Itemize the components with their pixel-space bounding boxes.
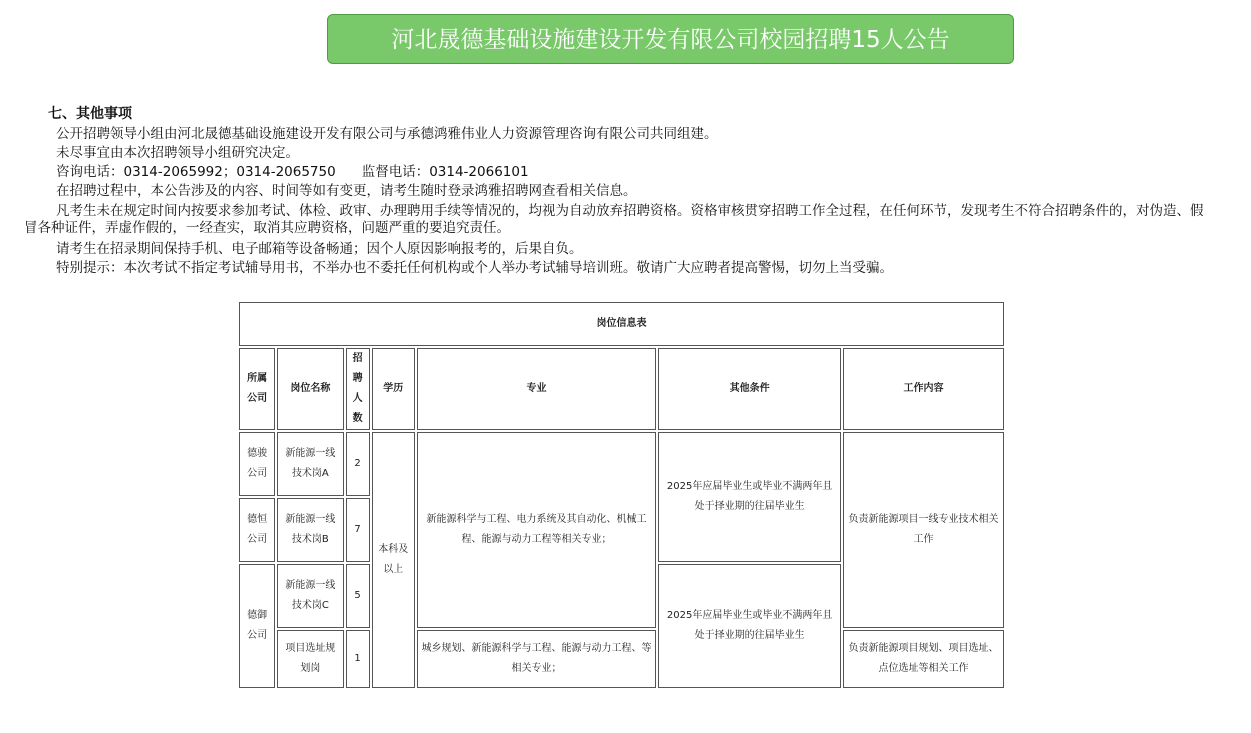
cell-position-b: 新能源一线技术岗B	[277, 498, 343, 562]
table-title: 岗位信息表	[239, 302, 1004, 346]
header-duties: 工作内容	[843, 348, 1004, 430]
section-title: 七、其他事项	[48, 106, 132, 122]
cell-conditions-group1: 2025年应届毕业生或毕业不满两年且处于择业期的往届毕业生	[658, 432, 841, 562]
header-conditions: 其他条件	[658, 348, 841, 430]
cell-conditions-group2: 2025年应届毕业生或毕业不满两年且处于择业期的往届毕业生	[658, 564, 841, 688]
header-count: 招聘人数	[346, 348, 370, 430]
cell-position-planning: 项目选址规划岗	[277, 630, 343, 688]
cell-company-deyu: 德御公司	[239, 564, 275, 688]
cell-company-deheng: 德恒公司	[239, 498, 275, 562]
paragraph-special-notice: 特别提示：本次考试不指定考试辅导用书，不举办也不委托任何机构或个人举办考试辅导培训班。敬请广大应聘者提高警惕，切勿上当受骗。	[56, 260, 893, 276]
supervise-phone: 监督电话：0314-2066101	[361, 164, 529, 180]
consult-phone: 咨询电话：0314-2065992；0314-2065750	[56, 164, 336, 180]
header-company: 所属公司	[239, 348, 275, 430]
cell-education: 本科及以上	[372, 432, 415, 688]
header-position: 岗位名称	[277, 348, 343, 430]
cell-count-b: 7	[346, 498, 370, 562]
header-major: 专业	[417, 348, 656, 430]
cell-count-c: 5	[346, 564, 370, 628]
cell-duties-tech: 负责新能源项目一线专业技术相关工作	[843, 432, 1004, 628]
cell-count-planning: 1	[346, 630, 370, 688]
position-info-table	[237, 300, 1006, 690]
paragraph-undecided: 未尽事宜由本次招聘领导小组研究决定。	[56, 145, 299, 161]
cell-duties-planning: 负责新能源项目规划、项目选址、点位选址等相关工作	[843, 630, 1004, 688]
paragraph-contact-devices: 请考生在招录期间保持手机、电子邮箱等设备畅通；因个人原因影响报考的，后果自负。	[56, 241, 583, 257]
announcement-banner: 河北晟德基础设施建设开发有限公司校园招聘15人公告	[327, 14, 1014, 64]
cell-major-planning: 城乡规划、新能源科学与工程、能源与动力工程、等相关专业；	[417, 630, 656, 688]
cell-major-energy: 新能源科学与工程、电力系统及其自动化、机械工程、能源与动力工程等相关专业；	[417, 432, 656, 628]
cell-company-dejun: 德骏公司	[239, 432, 275, 496]
paragraph-organizer: 公开招聘领导小组由河北晟德基础设施建设开发有限公司与承德鸿雅伟业人力资源管理咨询有限公司共同组建。	[56, 126, 718, 142]
cell-position-c: 新能源一线技术岗C	[277, 564, 343, 628]
cell-position-a: 新能源一线技术岗A	[277, 432, 343, 496]
cell-count-a: 2	[346, 432, 370, 496]
header-education: 学历	[372, 348, 415, 430]
contact-line	[56, 163, 529, 181]
paragraph-changes: 在招聘过程中，本公告涉及的内容、时间等如有变更，请考生随时登录鸿雅招聘网查看相关信息。	[56, 183, 637, 199]
paragraph-qualification: 凡考生未在规定时间内按要求参加考试、体检、政审、办理聘用手续等情况的，均视为自动放弃招聘资格。资格审核贯穿招聘工作全过程，在任何环节，发现考生不符合招聘条件的，对伪造、假冒各种证件，弄虚作假的，一经查实，取消其应聘资格，问题严重的要追究责任。	[24, 203, 1204, 236]
